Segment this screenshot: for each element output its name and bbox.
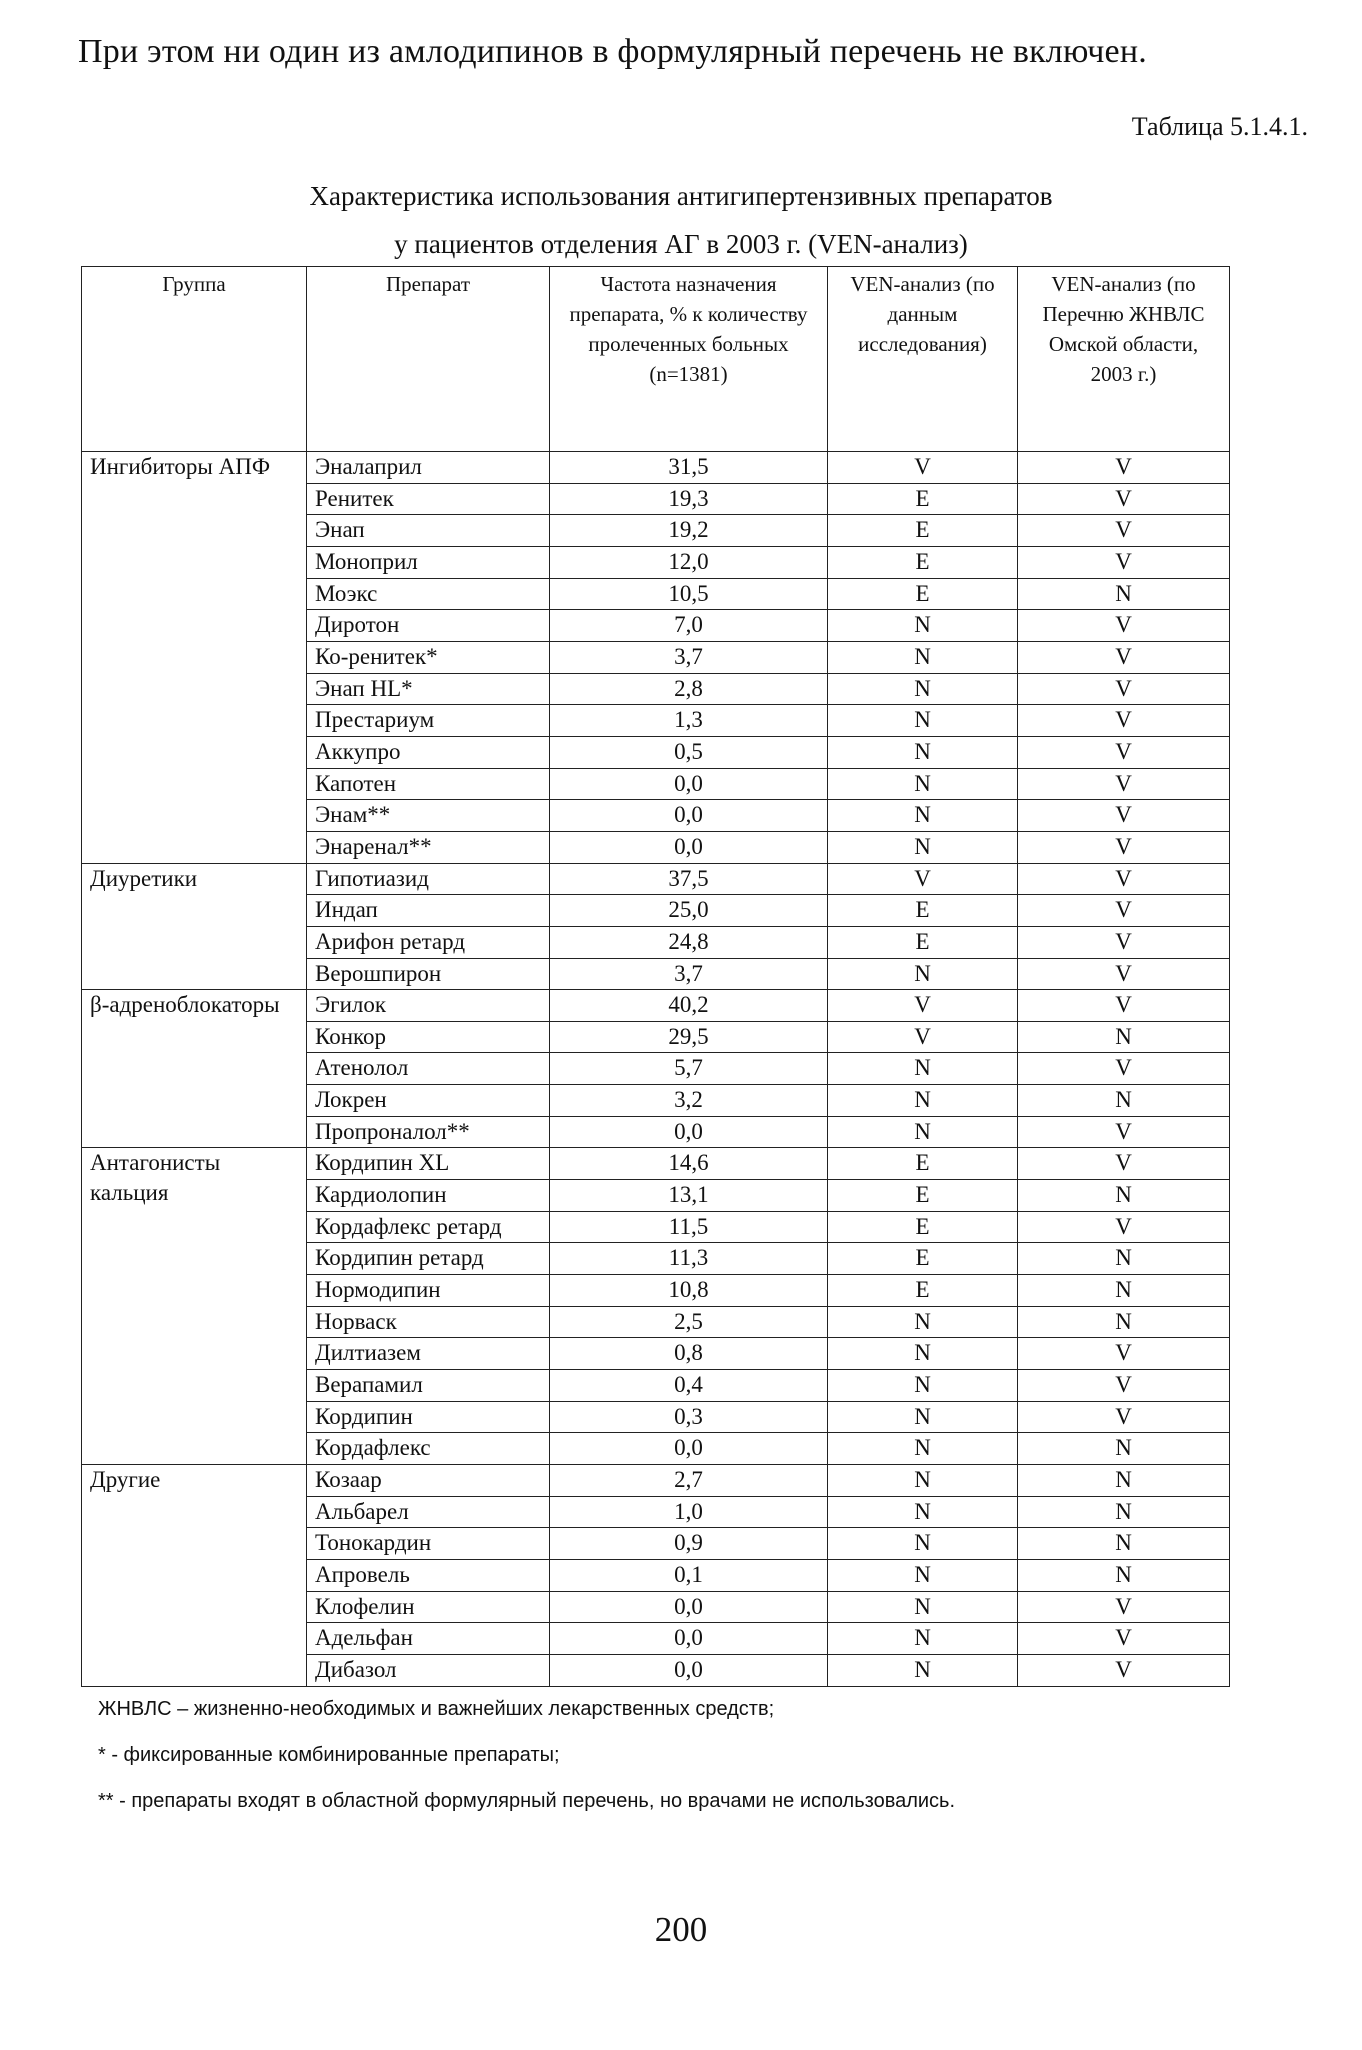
ven-list-cell: V [1018,546,1230,578]
ven-study-cell: N [828,1053,1018,1085]
ven-study-cell: E [828,483,1018,515]
ven-study-cell: N [828,800,1018,832]
frequency-cell: 11,5 [550,1211,828,1243]
ven-study-cell: E [828,1211,1018,1243]
drug-cell: Эгилок [307,990,550,1022]
ven-list-cell: V [1018,895,1230,927]
table-header-row [82,267,1230,452]
frequency-cell: 2,7 [550,1465,828,1497]
table-row [82,863,1230,895]
frequency-cell: 14,6 [550,1148,828,1180]
ven-list-cell: V [1018,863,1230,895]
ven-study-cell: N [828,958,1018,990]
frequency-cell: 37,5 [550,863,828,895]
drug-cell: Кордафлекс ретард [307,1211,550,1243]
ven-study-cell: N [828,705,1018,737]
ven-study-cell: N [828,736,1018,768]
ven-study-cell: N [828,1116,1018,1148]
ven-study-cell: N [828,610,1018,642]
ven-study-cell: N [828,1433,1018,1465]
drug-cell: Дибазол [307,1654,550,1686]
drug-cell: Энаренал** [307,831,550,863]
frequency-cell: 10,8 [550,1275,828,1307]
data-table [81,266,1230,1687]
table-caption-line2: у пациентов отделения АГ в 2003 г. (VEN-анализ) [394,229,968,259]
ven-list-cell: V [1018,610,1230,642]
frequency-cell: 12,0 [550,546,828,578]
ven-study-cell: N [828,1306,1018,1338]
drug-cell: Энап [307,515,550,547]
ven-study-cell: N [828,768,1018,800]
ven-study-cell: E [828,895,1018,927]
ven-list-cell: V [1018,1053,1230,1085]
frequency-cell: 0,1 [550,1559,828,1591]
ven-list-cell: V [1018,673,1230,705]
ven-list-cell: V [1018,641,1230,673]
frequency-cell: 40,2 [550,990,828,1022]
group-cell: Ингибиторы АПФ [82,452,307,864]
ven-list-cell: N [1018,1021,1230,1053]
frequency-cell: 1,3 [550,705,828,737]
ven-study-cell: N [828,1496,1018,1528]
frequency-cell: 0,0 [550,831,828,863]
ven-study-cell: E [828,926,1018,958]
drug-cell: Тонокардин [307,1528,550,1560]
frequency-cell: 0,0 [550,800,828,832]
frequency-cell: 0,9 [550,1528,828,1560]
ven-study-cell: E [828,578,1018,610]
ven-list-cell: V [1018,1211,1230,1243]
frequency-cell: 19,2 [550,515,828,547]
drug-cell: Кордипин [307,1401,550,1433]
drug-cell: Диротон [307,610,550,642]
ven-list-cell: V [1018,1591,1230,1623]
page-number: 200 [654,1910,708,1949]
drug-cell: Кардиолопин [307,1180,550,1212]
ven-study-cell: N [828,1085,1018,1117]
frequency-cell: 24,8 [550,926,828,958]
drug-cell: Моноприл [307,546,550,578]
ven-list-cell: V [1018,1338,1230,1370]
drug-cell: Эналаприл [307,452,550,484]
drug-cell: Пропроналол** [307,1116,550,1148]
ven-study-cell: V [828,863,1018,895]
ven-list-cell: V [1018,515,1230,547]
frequency-cell: 0,5 [550,736,828,768]
ven-list-cell: V [1018,926,1230,958]
ven-study-cell: V [828,452,1018,484]
frequency-cell: 0,0 [550,1591,828,1623]
ven-list-cell: N [1018,578,1230,610]
intro-text: При этом ни один из амлодипинов в формулярный перечень не включен. [78,33,1147,70]
ven-study-cell: N [828,1465,1018,1497]
drug-cell: Арифон ретард [307,926,550,958]
drug-cell: Энам** [307,800,550,832]
ven-list-cell: V [1018,958,1230,990]
frequency-cell: 3,7 [550,958,828,990]
frequency-cell: 0,0 [550,1433,828,1465]
ven-study-cell: N [828,1338,1018,1370]
frequency-cell: 5,7 [550,1053,828,1085]
drug-cell: Апровель [307,1559,550,1591]
frequency-cell: 0,0 [550,1654,828,1686]
ven-study-cell: N [828,1528,1018,1560]
ven-study-cell: N [828,1370,1018,1402]
drug-cell: Аккупро [307,736,550,768]
drug-cell: Кордипин XL [307,1148,550,1180]
drug-cell: Индап [307,895,550,927]
drug-cell: Кордипин ретард [307,1243,550,1275]
frequency-cell: 13,1 [550,1180,828,1212]
frequency-cell: 25,0 [550,895,828,927]
drug-cell: Атенолол [307,1053,550,1085]
header-ven-list: VEN-анализ (по Перечню ЖНВЛС Омской области, 2003 г.) [1018,267,1230,452]
header-frequency: Частота назначения препарата, % к количеству пролеченных больных (n=1381) [550,267,828,452]
frequency-cell: 1,0 [550,1496,828,1528]
footnote-abbreviation: ЖНВЛС – жизненно-необходимых и важнейших лекарственных средств; [98,1698,775,1720]
header-drug: Препарат [307,267,550,452]
table-row [82,990,1230,1022]
drug-cell: Верапамил [307,1370,550,1402]
frequency-cell: 0,8 [550,1338,828,1370]
table-number: Таблица 5.1.4.1. [1131,112,1308,141]
frequency-cell: 0,0 [550,768,828,800]
ven-study-cell: N [828,1401,1018,1433]
ven-list-cell: V [1018,736,1230,768]
drug-cell: Клофелин [307,1591,550,1623]
ven-list-cell: N [1018,1528,1230,1560]
table-row [82,1465,1230,1497]
ven-study-cell: E [828,515,1018,547]
frequency-cell: 3,7 [550,641,828,673]
drug-cell: Нормодипин [307,1275,550,1307]
drug-cell: Альбарел [307,1496,550,1528]
footnotes [98,1696,955,1826]
ven-list-cell: N [1018,1496,1230,1528]
ven-list-cell: N [1018,1433,1230,1465]
frequency-cell: 2,8 [550,673,828,705]
drug-cell: Верошпирон [307,958,550,990]
ven-study-cell: N [828,641,1018,673]
ven-list-cell: V [1018,1623,1230,1655]
table-caption-line1: Характеристика использования антигипертензивных препаратов [309,181,1053,211]
frequency-cell: 2,5 [550,1306,828,1338]
ven-study-cell: N [828,1654,1018,1686]
frequency-cell: 0,0 [550,1116,828,1148]
data-table-container [81,266,1229,1692]
drug-cell: Энап HL* [307,673,550,705]
ven-list-cell: N [1018,1243,1230,1275]
ven-list-cell: N [1018,1085,1230,1117]
ven-study-cell: V [828,990,1018,1022]
drug-cell: Козаар [307,1465,550,1497]
ven-study-cell: E [828,546,1018,578]
ven-study-cell: N [828,1591,1018,1623]
drug-cell: Конкор [307,1021,550,1053]
ven-list-cell: V [1018,705,1230,737]
frequency-cell: 0,3 [550,1401,828,1433]
ven-list-cell: V [1018,831,1230,863]
drug-cell: Адельфан [307,1623,550,1655]
ven-study-cell: N [828,1559,1018,1591]
drug-cell: Норваск [307,1306,550,1338]
ven-list-cell: N [1018,1465,1230,1497]
ven-list-cell: N [1018,1306,1230,1338]
frequency-cell: 0,4 [550,1370,828,1402]
frequency-cell: 10,5 [550,578,828,610]
table-body [82,452,1230,1687]
group-cell: Диуретики [82,863,307,990]
ven-list-cell: V [1018,1654,1230,1686]
ven-study-cell: N [828,831,1018,863]
ven-study-cell: E [828,1148,1018,1180]
frequency-cell: 31,5 [550,452,828,484]
drug-cell: Кордафлекс [307,1433,550,1465]
frequency-cell: 3,2 [550,1085,828,1117]
ven-study-cell: E [828,1180,1018,1212]
ven-study-cell: E [828,1243,1018,1275]
ven-list-cell: V [1018,768,1230,800]
drug-cell: Капотен [307,768,550,800]
frequency-cell: 7,0 [550,610,828,642]
ven-list-cell: N [1018,1180,1230,1212]
group-cell: Другие [82,1465,307,1687]
ven-list-cell: V [1018,1116,1230,1148]
ven-list-cell: V [1018,1401,1230,1433]
drug-cell: Гипотиазид [307,863,550,895]
footnote-single-star: * - фиксированные комбинированные препараты; [98,1744,560,1766]
drug-cell: Ренитек [307,483,550,515]
ven-list-cell: N [1018,1559,1230,1591]
ven-list-cell: V [1018,1370,1230,1402]
header-ven-study: VEN-анализ (по данным исследования) [828,267,1018,452]
ven-study-cell: N [828,1623,1018,1655]
drug-cell: Дилтиазем [307,1338,550,1370]
frequency-cell: 19,3 [550,483,828,515]
group-cell: β-адреноблокаторы [82,990,307,1148]
ven-study-cell: V [828,1021,1018,1053]
footnote-double-star: ** - препараты входят в областной формулярный перечень, но врачами не использовались. [98,1790,956,1812]
ven-list-cell: V [1018,800,1230,832]
frequency-cell: 0,0 [550,1623,828,1655]
header-group: Группа [82,267,307,452]
ven-list-cell: N [1018,1275,1230,1307]
drug-cell: Ко-ренитек* [307,641,550,673]
drug-cell: Моэкс [307,578,550,610]
drug-cell: Локрен [307,1085,550,1117]
ven-list-cell: V [1018,1148,1230,1180]
table-row [82,452,1230,484]
ven-study-cell: E [828,1275,1018,1307]
frequency-cell: 11,3 [550,1243,828,1275]
frequency-cell: 29,5 [550,1021,828,1053]
ven-study-cell: N [828,673,1018,705]
group-cell: Антагонисты кальция [82,1148,307,1465]
ven-list-cell: V [1018,452,1230,484]
ven-list-cell: V [1018,990,1230,1022]
table-row [82,1148,1230,1180]
drug-cell: Престариум [307,705,550,737]
ven-list-cell: V [1018,483,1230,515]
